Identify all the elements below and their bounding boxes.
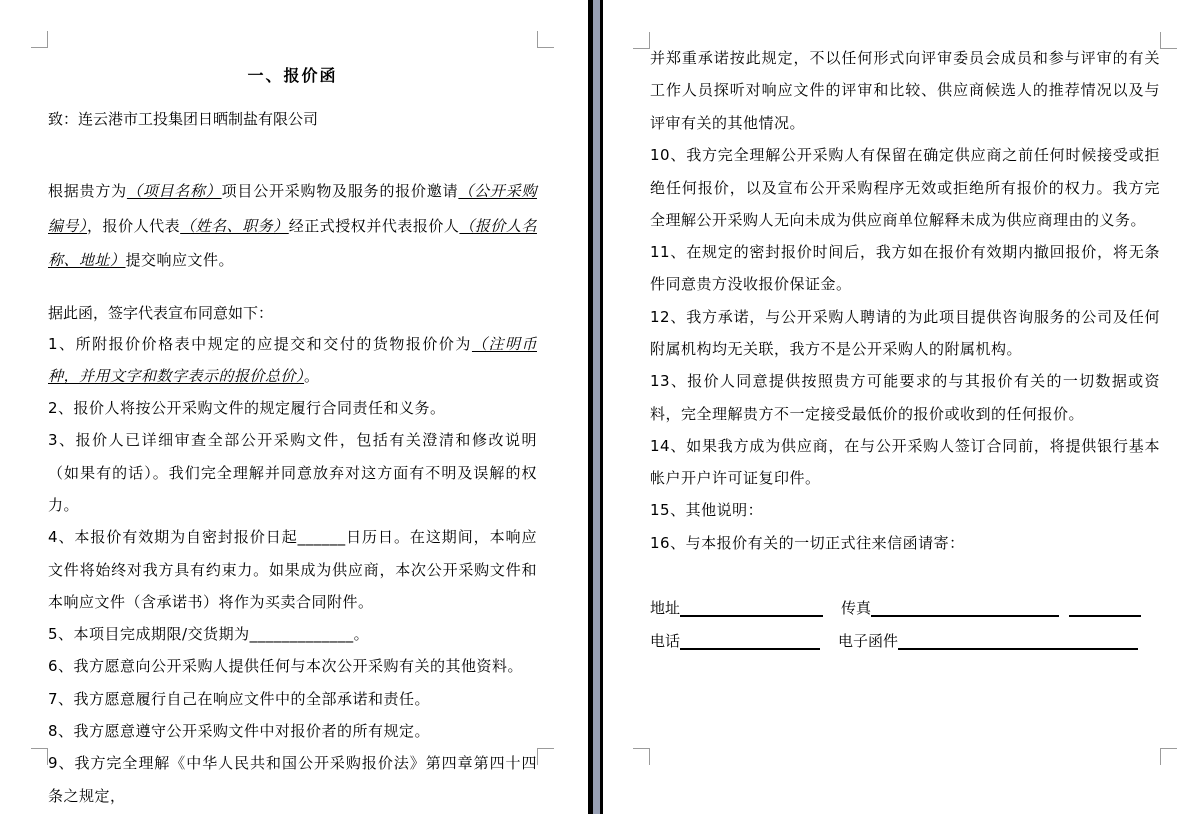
contact-row-2 (650, 618, 1160, 651)
page-2-text-area (650, 0, 1160, 651)
address-blank-line[interactable] (680, 601, 823, 617)
page-1-text-area (48, 0, 537, 812)
list-item-13: 13、报价人同意提供按照贵方可能要求的与其报价有关的一切数据或资料，完全理解贵方不一定接受最低价的报价或收到的任何报价。 (650, 372, 1160, 423)
list-item-6: 6、我方愿意向公开采购人提供任何与本次公开采购有关的其他资料。 (48, 657, 524, 676)
declaration-lead: 据此函，签字代表宣布同意如下： (48, 303, 274, 322)
paragraph-text: 提交响应文件。 (125, 251, 235, 269)
list-item-15: 15、其他说明： (650, 501, 764, 520)
list-item-1 (48, 328, 537, 393)
intro-paragraph (48, 174, 537, 278)
address-label: 地址 (650, 599, 681, 618)
fax-blank-line[interactable] (871, 601, 1059, 617)
list-item-9-continuation: 并郑重承诺按此规定，不以任何形式向评审委员会成员和参与评审的有关工作人员探听对响应文件的评审和比较、供应商候选人的推荐情况以及与评审有关的其他情况。 (650, 49, 1160, 132)
list-item-16: 16、与本报价有关的一切正式往来信函请寄： (650, 533, 965, 552)
crop-mark-top-left (31, 31, 48, 48)
fill-in-placeholder-text: （注明币种，并用文字和数字表示的报价总价） (48, 334, 537, 385)
list-item-9: 9、我方完全理解《中华人民共和国公开采购报价法》第四章第四十四条之规定， (48, 754, 537, 805)
paragraph-text: 经正式授权并代表报价人 (288, 216, 460, 235)
fill-in-placeholder-text: （公开采购编号） (48, 182, 537, 235)
phone-label: 电话 (650, 632, 681, 651)
email-blank-line[interactable] (898, 634, 1138, 650)
email-label: 电子函件 (838, 632, 899, 651)
terms-list-2 (650, 139, 1160, 559)
page-gap-divider (588, 0, 603, 814)
list-item-14: 14、如果我方成为供应商，在与公开采购人签订合同前，将提供银行基本帐户开户许可证复印件。 (650, 436, 1160, 488)
document-page-1 (0, 0, 588, 814)
salutation-line: 致：连云港市工投集团日晒制盐有限公司 (48, 110, 319, 128)
crop-mark-top-right (537, 31, 554, 48)
crop-mark-bottom-right (1160, 748, 1177, 765)
paragraph-text: ，报价人代表 (87, 216, 181, 235)
phone-blank-line[interactable] (680, 634, 820, 650)
contact-row-1 (650, 585, 1160, 618)
list-item-2: 2、报价人将按公开采购文件的规定履行合同责任和义务。 (48, 399, 446, 418)
terms-list-1 (48, 328, 537, 812)
crop-mark-bottom-left (31, 748, 48, 765)
contact-fields-block (650, 585, 1160, 651)
paragraph-text: 。 (304, 366, 320, 385)
list-item-10: 10、我方完全理解公开采购人有保留在确定供应商之前任何时候接受或拒绝任何报价，以及宣布公开采购程序无效或拒绝所有报价的权力。我方完全理解公开采购人无向未成为供应商单位解释未成为供应商理由的义务。 (650, 146, 1160, 229)
paragraph-text: 根据贵方为 (48, 182, 127, 200)
crop-mark-top-right (1160, 32, 1177, 49)
paragraph-text: 项目公开采购物及服务的报价邀请 (221, 182, 459, 200)
list-item-3: 3、报价人已详细审查全部公开采购文件，包括有关澄清和修改说明（如果有的话）。我们完全理解并同意放弃对这方面有不明及误解的权力。 (48, 431, 537, 514)
fax-label: 传真 (841, 599, 872, 618)
crop-mark-bottom-right (537, 748, 554, 765)
list-item-5: 5、本项目完成期限/交货期为_____________。 (48, 625, 370, 644)
crop-mark-top-left (633, 32, 650, 49)
list-item-12: 12、我方承诺，与公开采购人聘请的为此项目提供咨询服务的公司及任何附属机构均无关联，我方不是公开采购人的附属机构。 (650, 307, 1160, 358)
fill-in-placeholder-text: （项目名称） (126, 182, 222, 200)
paragraph-text: 1、所附报价价格表中规定的应提交和交付的货物报价价为 (48, 334, 472, 353)
crop-mark-bottom-left (633, 748, 650, 765)
document-title: 一、报价函 (247, 66, 338, 85)
list-item-8: 8、我方愿意遵守公开采购文件中对报价者的所有规定。 (48, 722, 431, 741)
extra-blank-line[interactable] (1069, 601, 1141, 617)
document-page-2 (603, 0, 1191, 814)
list-item-7: 7、我方愿意履行自己在响应文件中的全部承诺和责任。 (48, 689, 431, 708)
list-item-4: 4、本报价有效期为自密封报价日起______日历日。在这期间，本响应文件将始终对我方具有约束力。如果成为供应商，本次公开采购文件和本响应文件（含承诺书）将作为买卖合同附件。 (48, 528, 537, 611)
list-item-11: 11、在规定的密封报价时间后，我方如在报价有效期内撤回报价，将无条件同意贵方没收报价保证金。 (650, 243, 1160, 294)
fill-in-placeholder-text: （报价人名称、地址） (48, 216, 537, 269)
fill-in-placeholder-text: （姓名、职务） (180, 216, 289, 235)
